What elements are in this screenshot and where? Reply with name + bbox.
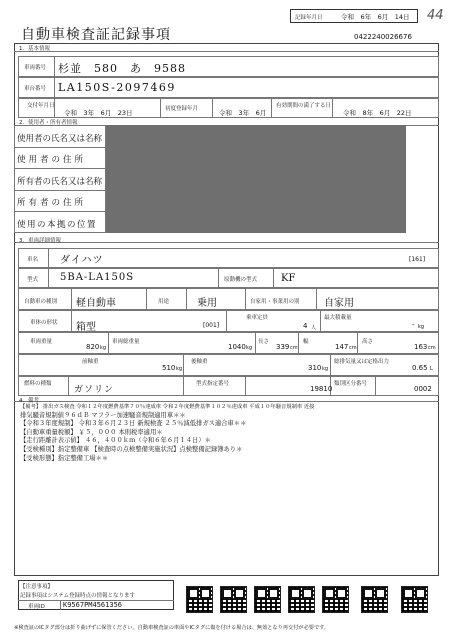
designation-label: 型式指定番号	[196, 381, 230, 387]
width-unit: cm	[349, 345, 357, 351]
remarks-line: 【備考】 排出ガス検査 令和１２年度燃費基準７０％達成車 令和２年度燃費基準１０２％達成車 平成１０年騒音規制車 近接	[20, 404, 315, 410]
weight-label: 車両重量	[30, 339, 53, 345]
rear-axle-unit: kg	[322, 366, 329, 372]
record-date-box	[290, 9, 418, 23]
user-name-label: 使用者の氏名又は名称	[17, 134, 103, 144]
maker-code: [161]	[409, 256, 426, 263]
remarks-line: 【受検形態】指定整備工場＊＊	[20, 454, 109, 462]
height-unit: cm	[428, 345, 436, 351]
issue-date: 令和 3年 6月 23日	[64, 109, 133, 117]
handwritten-mark: 44	[427, 8, 444, 23]
redacted-block	[106, 125, 406, 233]
remarks-line: 【走行距離計表示値】 ４６，４００ｋｍ（令和６年６月１４日）＊	[20, 437, 211, 445]
record-date-label: 記録年月日	[295, 15, 323, 21]
notice-label: 【注意事項】	[20, 584, 54, 590]
remarks-line: 【令和３年度規制】 令和３年６月２３日 新規検査 ２５％減低排ガス適合車＊＊	[20, 420, 247, 428]
basic-section-header: 1．基本情報	[19, 46, 50, 52]
qr-code	[401, 586, 428, 613]
shape-label: 車体の形状	[30, 320, 58, 326]
reg-no: 杉並 580 あ 9588	[58, 62, 186, 75]
qr-code	[220, 586, 247, 613]
use-label: 用途	[158, 299, 170, 305]
fuel: ガソリン	[74, 385, 115, 395]
front-axle-unit: kg	[176, 366, 183, 372]
shape-code: [001]	[203, 322, 220, 329]
expiry-label: 有効期間の満了する日	[276, 103, 332, 109]
issue-date-label: 交付年月日	[27, 103, 55, 109]
rear-axle: 310	[308, 364, 322, 372]
length-unit: cm	[290, 345, 298, 351]
engine: KF	[281, 273, 296, 284]
maxload-unit: kg	[418, 324, 425, 330]
displacement-label: 総排気量又は定格出力	[334, 359, 390, 365]
model-label: 型式	[27, 277, 39, 283]
shape: 箱型	[76, 322, 96, 333]
bottom-note: ※検査証のICタグ部分は折り曲げずに保管ください。自動車検査証の車面やICタグに傷を付ける場合は、無効となり再交付が必要です。	[14, 625, 330, 631]
rear-axle-label: 後軸重	[191, 359, 208, 365]
expiry-date: 令和 8年 6月 22日	[343, 109, 412, 117]
remarks-block	[20, 403, 436, 463]
length: 339	[276, 343, 290, 351]
capacity-label: 乗車定員	[246, 315, 269, 321]
serial-number: 0422240026676	[354, 33, 412, 41]
kind-label: 自動車の種別	[24, 299, 58, 305]
users-section-header: 2．使用者・所有者情報	[19, 120, 78, 126]
notice-text: 記録事項はシステム登録時点の情報となります	[20, 593, 135, 599]
vin: LA150S-2097469	[58, 81, 176, 94]
remarks-section-header: 4．備考	[19, 398, 39, 404]
first-reg-date: 令和 3年 6月	[219, 109, 267, 117]
width-label: 幅	[303, 339, 309, 345]
qr-code	[254, 586, 281, 613]
height-label: 高さ	[362, 339, 374, 345]
capacity: 4	[303, 322, 308, 330]
front-axle-label: 前軸重	[82, 359, 99, 365]
maxload: -	[412, 321, 415, 329]
purpose: 自家用	[324, 298, 354, 309]
purpose-label: 自家用・事業用の別	[250, 299, 300, 305]
designation: 19810	[310, 385, 333, 393]
record-date: 令和 6年 6月 14日	[341, 13, 410, 21]
weight-unit: kg	[100, 345, 107, 351]
kind: 軽自動車	[76, 298, 116, 309]
gross-weight-label: 車両総重量	[112, 339, 140, 345]
vehicle-id-label: 車両ID	[28, 604, 45, 610]
weight: 820	[86, 343, 100, 351]
owner-address-label: 所有者の住所	[17, 198, 87, 208]
vehicle-section-header: 3．車両詳細情報	[19, 238, 61, 244]
remarks-line: 【受検種別】指定整備車 【検査時の点検整備実施状況】点検整備記録簿あり＊	[20, 445, 243, 453]
model: 5BA-LA150S	[60, 272, 135, 283]
remarks-line: 排気騒音規制値９６ｄＢ マフラー加速騒音規制適用車＊＊	[20, 411, 186, 419]
width: 147	[335, 343, 349, 351]
gross-weight-unit: kg	[246, 345, 253, 351]
page-title: 自動車検査証記録事項	[21, 27, 171, 43]
engine-label: 原動機の型式	[224, 277, 258, 283]
reg-no-label: 車両番号	[24, 65, 47, 71]
height: 163	[414, 343, 428, 351]
qr-code	[288, 586, 315, 613]
vin-label: 車台番号	[24, 86, 47, 92]
maxload-label: 最大積載量	[324, 315, 352, 321]
displacement-unit: L	[430, 366, 433, 372]
fuel-label: 燃料の種類	[24, 381, 52, 387]
category: 0002	[414, 385, 432, 393]
maker-label: 車名	[27, 257, 39, 263]
first-reg-label: 初度登録年月	[165, 106, 199, 112]
owner-name-label: 所有者の氏名又は名称	[17, 177, 103, 187]
vehicle-id: K9567PM4561356	[63, 601, 123, 609]
maker: ダイハツ	[60, 255, 104, 266]
capacity-unit: 人	[311, 325, 317, 331]
length-label: 長さ	[258, 339, 270, 345]
displacement: 0.65	[412, 364, 428, 372]
front-axle: 510	[162, 364, 176, 372]
qr-code	[186, 586, 213, 613]
remarks-line: 【自動車重量税額】 ￥５，０００ 本則税率適用＊	[20, 428, 163, 436]
use: 乗用	[197, 298, 217, 309]
base-location-label: 使用の本拠の位置	[17, 220, 98, 230]
qr-code	[322, 586, 349, 613]
user-address-label: 使用者の住所	[17, 155, 87, 165]
category-label: 類別区分番号	[334, 381, 368, 387]
gross-weight: 1040	[228, 343, 246, 351]
qr-code	[361, 586, 388, 613]
